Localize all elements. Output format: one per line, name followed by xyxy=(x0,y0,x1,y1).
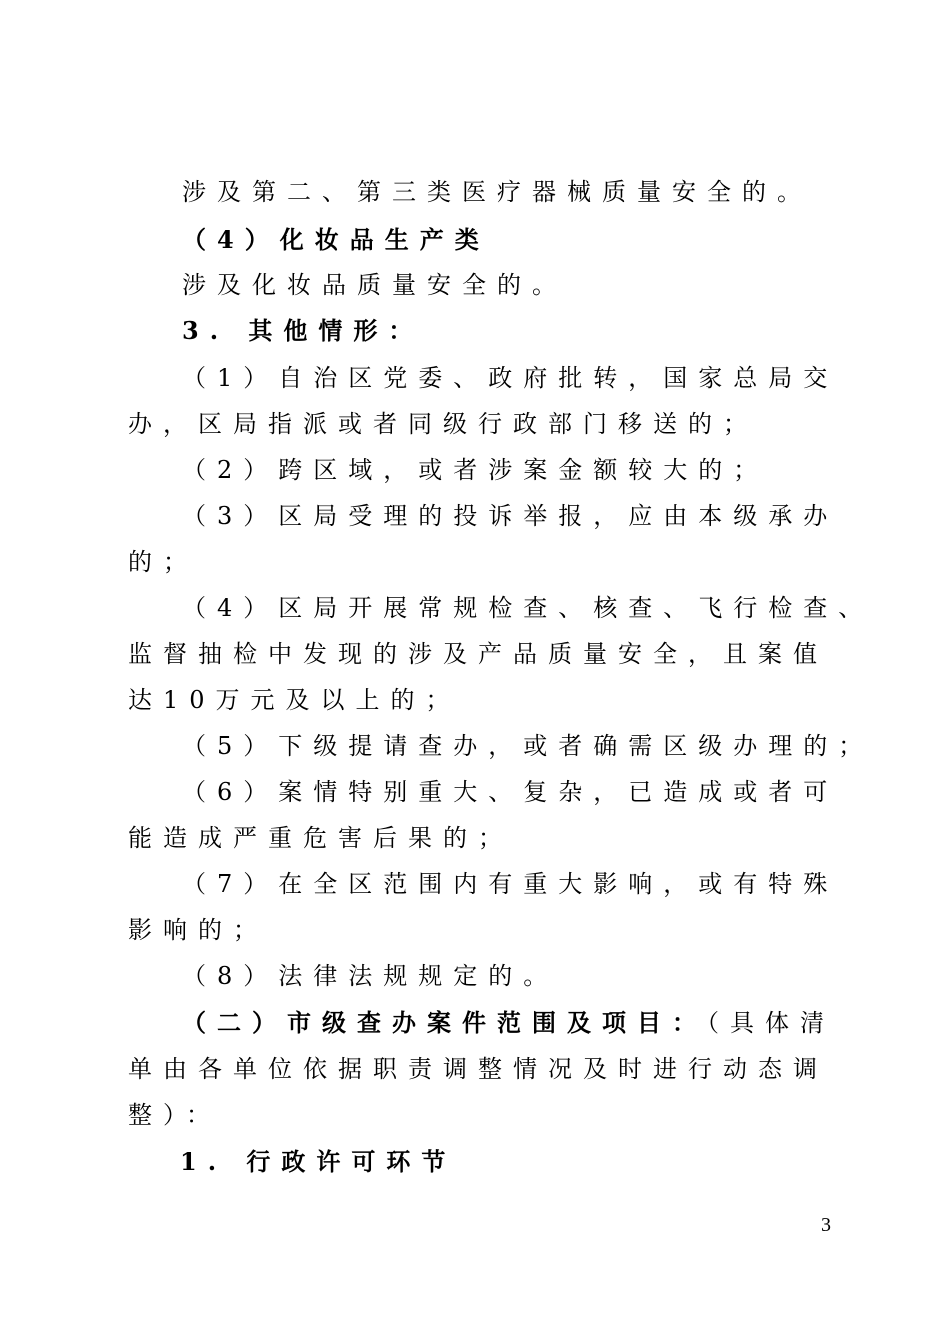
note-inline: （具体清 xyxy=(707,1009,835,1037)
heading-other-situations: 3. 其他情形： xyxy=(182,316,424,345)
text-line-8: （3）区局受理的投诉举报，应由本级承办 xyxy=(182,502,839,530)
text-line-19 xyxy=(182,1008,902,1038)
text-line-1: 涉及第二、第三类医疗器械质量安全的。 xyxy=(182,178,812,206)
text-line-9: 的； xyxy=(128,548,198,576)
text-line-5: （1）自治区党委、政府批转，国家总局交 xyxy=(182,364,839,392)
heading-administrative-licensing: 1. 行政许可环节 xyxy=(180,1147,457,1176)
subheading-cosmetics-production: （4）化妆品生产类 xyxy=(182,225,490,254)
text-line-21: 整）： xyxy=(128,1101,221,1129)
text-line-7: （2）跨区域，或者涉案金额较大的； xyxy=(182,456,769,484)
text-line-20: 单由各单位依据职责调整情况及时进行动态调 xyxy=(128,1055,828,1083)
text-line-10: （4）区局开展常规检查、核查、飞行检查、 xyxy=(182,594,874,622)
page-number: 3 xyxy=(821,1214,831,1236)
text-line-12: 达10万元及以上的； xyxy=(128,686,461,714)
text-line-3: 涉及化妆品质量安全的。 xyxy=(182,271,567,299)
text-line-13: （5）下级提请查办，或者确需区级办理的； xyxy=(182,732,874,760)
text-line-6: 办，区局指派或者同级行政部门移送的； xyxy=(128,410,758,438)
heading-city-level-cases: （二）市级查办案件范围及项目： xyxy=(182,1008,707,1037)
text-line-11: 监督抽检中发现的涉及产品质量安全，且案值 xyxy=(128,640,828,668)
text-line-15: 能造成严重危害后果的； xyxy=(128,824,513,852)
text-line-14: （6）案情特别重大、复杂，已造成或者可 xyxy=(182,778,839,806)
text-line-18: （8）法律法规规定的。 xyxy=(182,962,559,990)
text-line-17: 影响的； xyxy=(128,916,268,944)
text-line-16: （7）在全区范围内有重大影响，或有特殊 xyxy=(182,870,839,898)
